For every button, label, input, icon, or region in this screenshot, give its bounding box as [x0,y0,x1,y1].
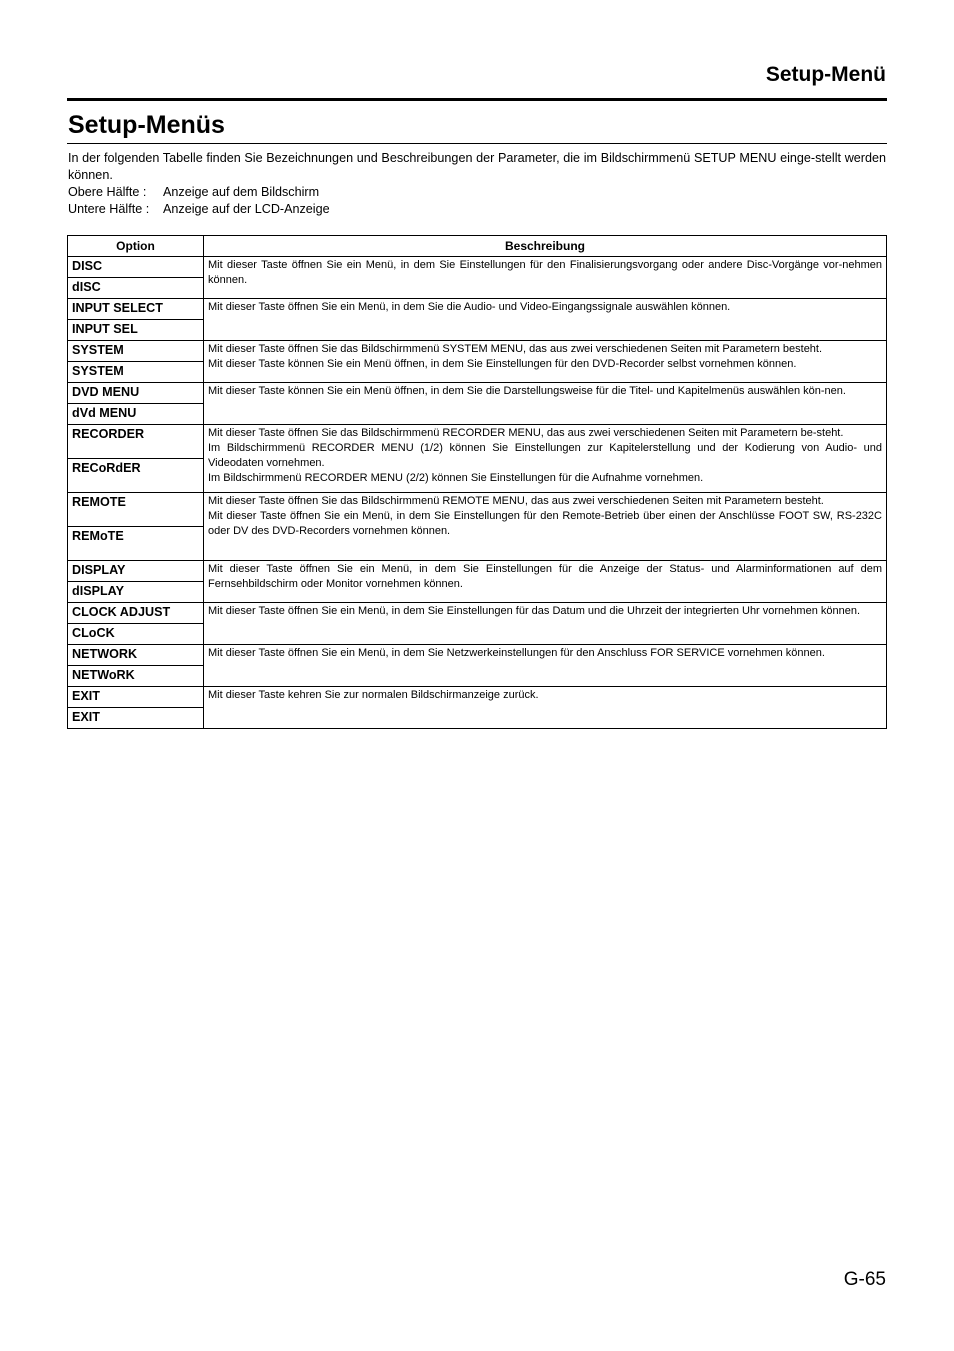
option-lcd-label: dISPLAY [68,582,204,603]
option-lcd-label: dISC [68,278,204,299]
option-description [204,561,887,603]
page-number: G-65 [843,1269,886,1290]
option-screen-label: RECORDER [68,425,204,459]
option-screen-label: SYSTEM [68,341,204,362]
option-description [204,493,887,561]
description-line: Im Bildschirmmenü RECORDER MENU (2/2) können Sie Einstellungen für die Aufnahme vornehmen. [208,472,704,484]
option-lcd-label: EXIT [68,708,204,729]
page-title: Setup-Menüs [68,111,225,139]
legend-lower-term: Untere Hälfte : [68,202,150,216]
option-description [204,299,887,341]
description-line: Mit dieser Taste öffnen Sie ein Menü, in dem Sie Einstellungen für das Datum und die Uhrzeit der integrierten Uhr vornehmen können. [208,605,861,617]
section-header: Setup-Menü [765,63,886,86]
option-lcd-label: SYSTEM [68,362,204,383]
option-description [204,425,887,493]
description-line: Mit dieser Taste öffnen Sie ein Menü, in dem Sie Einstellungen für die Anzeige der Status- und Alarminformationen auf dem Fernsehbildschirm oder Monitor vornehmen können. [208,563,882,590]
option-screen-label: CLOCK ADJUST [68,603,204,624]
legend-lower-desc: Anzeige auf der LCD-Anzeige [163,202,330,216]
option-screen-label: DISPLAY [68,561,204,582]
intro-paragraph: In der folgenden Tabelle finden Sie Bezeichnungen und Beschreibungen der Parameter, die im Bildschirmmenü SETUP MENU einge-stellt werden können. [68,151,886,182]
options-table [67,235,887,729]
option-screen-label: REMOTE [68,493,204,527]
description-line: Mit dieser Taste öffnen Sie ein Menü, in dem Sie die Audio- und Video-Eingangssignale auswählen können. [208,301,731,313]
option-description [204,257,887,299]
description-line: Mit dieser Taste öffnen Sie das Bildschirmmenü REMOTE MENU, das aus zwei verschiedenen Seiten mit Parametern besteht. [208,495,824,507]
table-row [68,603,887,624]
description-line: Mit dieser Taste kehren Sie zur normalen Bildschirmanzeige zurück. [208,689,539,701]
option-description [204,383,887,425]
legend-upper-term: Obere Hälfte : [68,185,147,199]
table-header-row [68,236,887,257]
option-screen-label: DVD MENU [68,383,204,404]
option-description [204,687,887,729]
description-line: Mit dieser Taste öffnen Sie ein Menü, in dem Sie Einstellungen für den Remote-Betrieb über einen der Anschlüsse FOOT SW, RS-232C oder DV des DVD-Recorders vornehmen können. [208,510,882,537]
table-body [68,257,887,729]
description-line: Mit dieser Taste können Sie ein Menü öffnen, in dem Sie Einstellungen für den DVD-Recorder selbst vornehmen können. [208,358,797,370]
table-row [68,645,887,666]
description-line: Im Bildschirmmenü RECORDER MENU (1/2) können Sie Einstellungen zur Kapitelerstellung und der Kodierung von Audio- und Videodaten vornehmen. [208,442,882,469]
option-screen-label: DISC [68,257,204,278]
legend-upper-desc: Anzeige auf dem Bildschirm [163,185,320,199]
table-row [68,561,887,582]
option-description [204,603,887,645]
option-screen-label: INPUT SELECT [68,299,204,320]
description-line: Mit dieser Taste öffnen Sie das Bildschirmmenü SYSTEM MENU, das aus zwei verschiedenen Seiten mit Parametern besteht. [208,343,823,355]
table-row [68,687,887,708]
table-row [68,493,887,527]
option-lcd-label: RECoRdER [68,459,204,493]
option-lcd-label: NETWoRK [68,666,204,687]
table-row [68,425,887,459]
option-lcd-label: INPUT SEL [68,320,204,341]
option-screen-label: NETWORK [68,645,204,666]
column-header-option: Option [68,236,204,257]
option-lcd-label: REMoTE [68,527,204,561]
table-row [68,257,887,278]
header-rule [67,98,887,101]
option-lcd-label: dVd MENU [68,404,204,425]
table-row [68,383,887,404]
option-description [204,341,887,383]
option-screen-label: EXIT [68,687,204,708]
legend-upper [68,184,886,201]
column-header-description: Beschreibung [204,236,887,257]
intro-block [68,150,886,218]
option-lcd-label: CLoCK [68,624,204,645]
description-line: Mit dieser Taste öffnen Sie ein Menü, in dem Sie Netzwerkeinstellungen für den Anschluss FOR SERVICE vornehmen können. [208,647,825,659]
table-row [68,299,887,320]
description-line: Mit dieser Taste können Sie ein Menü öffnen, in dem Sie die Darstellungsweise für die Titel- und Kapitelmenüs auswählen kön-nen. [208,385,846,397]
title-rule [67,143,887,144]
option-description [204,645,887,687]
legend-lower [68,201,886,218]
table-row [68,341,887,362]
description-line: Mit dieser Taste öffnen Sie ein Menü, in dem Sie Einstellungen für den Finalisierungsvorgang oder andere Disc-Vorgänge vor-nehmen können. [208,259,882,286]
description-line: Mit dieser Taste öffnen Sie das Bildschirmmenü RECORDER MENU, das aus zwei verschiedenen Seiten mit Parametern be-steht. [208,427,844,439]
